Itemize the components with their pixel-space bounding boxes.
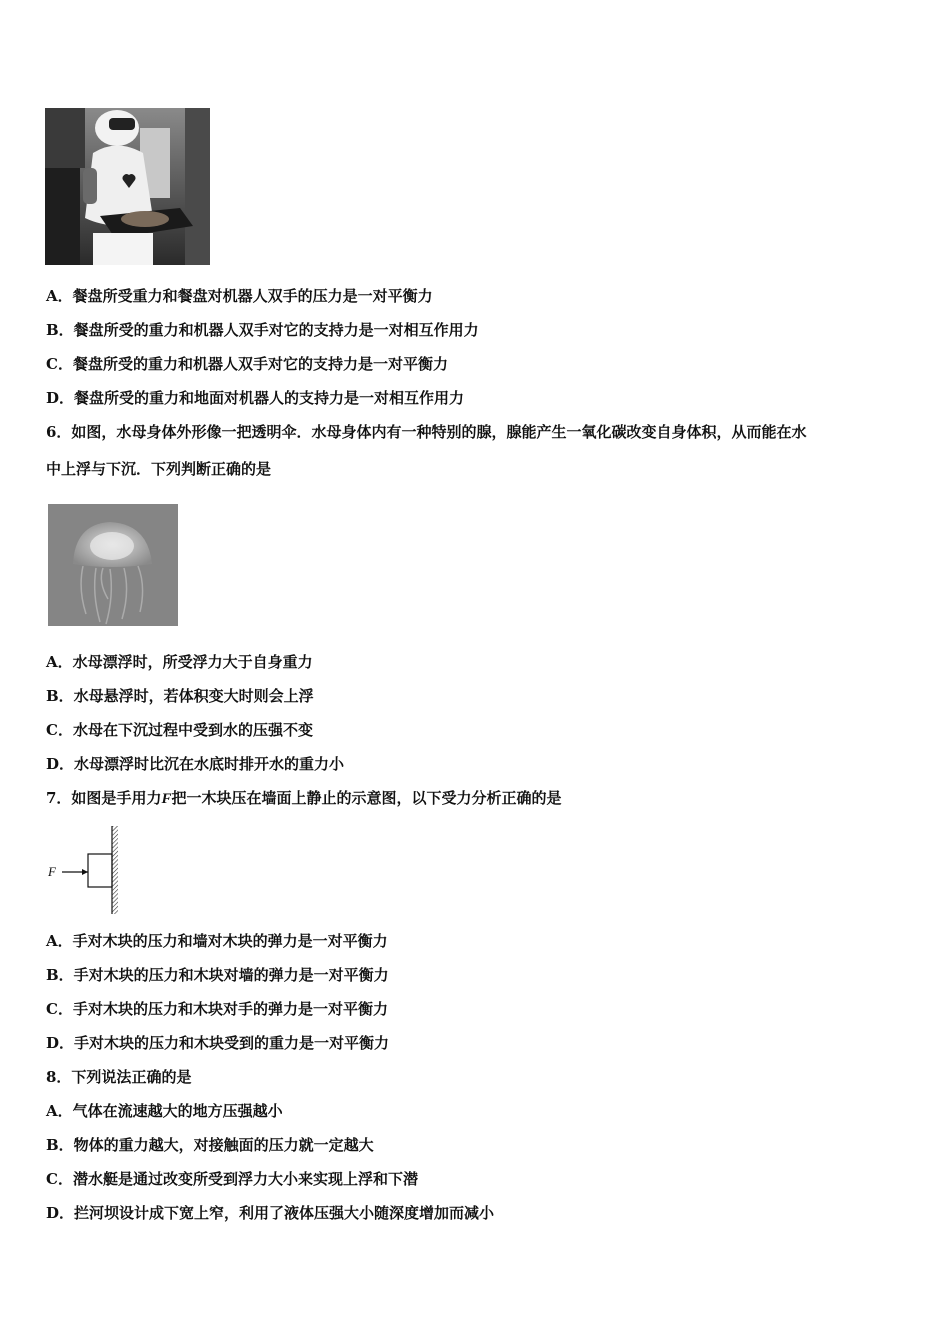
q5-option-d: D．餐盘所受的重力和地面对机器人的支持力是一对相互作用力: [46, 389, 465, 407]
jellyfish-icon: [48, 504, 178, 626]
q8-option-a: A．气体在流速越大的地方压强越小: [46, 1102, 283, 1120]
q5-option-a: A．餐盘所受重力和餐盘对机器人双手的压力是一对平衡力: [46, 287, 433, 305]
force-diagram-svg: [45, 826, 125, 916]
q7-stem-after: 把一木块压在墙面上静止的示意图，以下受力分析正确的是: [171, 789, 562, 807]
q7-stem-before: 7．如图是手用力: [46, 789, 162, 807]
q7-option-c: C．手对木块的压力和木块对手的弹力是一对平衡力: [46, 1000, 388, 1018]
q5-option-c: C．餐盘所受的重力和机器人双手对它的支持力是一对平衡力: [46, 355, 448, 373]
robot-waiter-photo: [45, 108, 210, 265]
q8-option-c: C．潜水艇是通过改变所受到浮力大小来实现上浮和下潜: [46, 1170, 418, 1188]
force-label: F: [48, 864, 56, 879]
q6-option-a: A．水母漂浮时，所受浮力大于自身重力: [46, 653, 313, 671]
q7-option-d: D．手对木块的压力和木块受到的重力是一对平衡力: [46, 1034, 390, 1052]
q7-option-a: A．手对木块的压力和墙对木块的弹力是一对平衡力: [46, 932, 388, 950]
q7-stem-var: F: [161, 791, 172, 807]
robot-waiter-icon: [45, 108, 210, 265]
q6-option-c: C．水母在下沉过程中受到水的压强不变: [46, 721, 313, 739]
q6-stem-line2: 中上浮与下沉．下列判断正确的是: [46, 460, 272, 478]
jellyfish-photo: [48, 504, 178, 626]
q7-stem: [46, 788, 561, 809]
q8-option-b: B．物体的重力越大，对接触面的压力就一定越大: [46, 1136, 374, 1154]
q8-option-d: D．拦河坝设计成下宽上窄，利用了液体压强大小随深度增加而减小: [46, 1204, 495, 1222]
force-diagram: [45, 826, 125, 916]
q8-stem: 8．下列说法正确的是: [46, 1068, 192, 1086]
q5-option-b: B．餐盘所受的重力和机器人双手对它的支持力是一对相互作用力: [46, 321, 479, 339]
q6-stem-line1: 6．如图，水母身体外形像一把透明伞．水母身体内有一种特别的腺，腺能产生一氧化碳改变自身体积，从而能在水: [46, 423, 807, 441]
q7-option-b: B．手对木块的压力和木块对墙的弹力是一对平衡力: [46, 966, 389, 984]
q6-option-d: D．水母漂浮时比沉在水底时排开水的重力小: [46, 755, 345, 773]
q6-option-b: B．水母悬浮时，若体积变大时则会上浮: [46, 687, 314, 705]
